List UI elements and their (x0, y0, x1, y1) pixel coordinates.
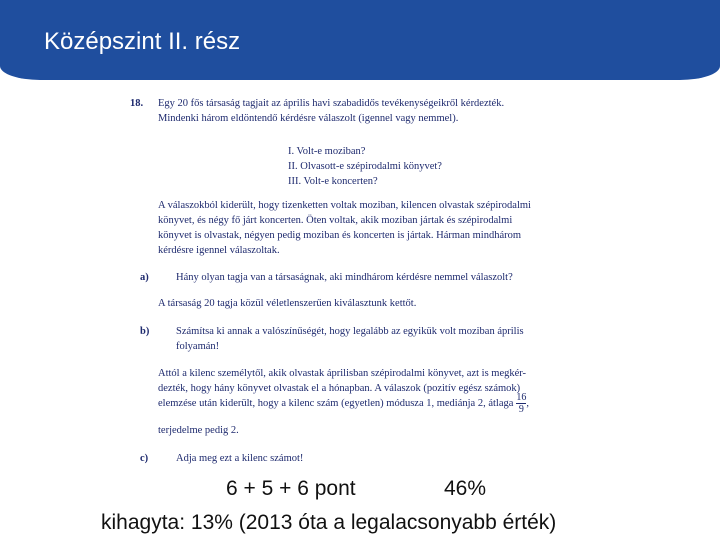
points-line (226, 477, 487, 501)
fraction-numerator: 16 (516, 392, 527, 403)
success-percent: 46% (444, 477, 487, 500)
intro-line-1: Egy 20 fős társaság tagjait az április havi szabadidős tevékenységeikről kérdezték. (158, 98, 505, 109)
part-c-label: c) (140, 453, 149, 464)
title-bar (0, 0, 720, 80)
question-1: I. Volt-e moziban? (288, 146, 366, 157)
para1-line-2: könyvet, és négy fő járt koncerten. Öten voltak, akik moziban jártak és szépirodalmi (158, 215, 513, 226)
question-3: III. Volt-e koncerten? (288, 176, 378, 187)
part-c-text: Adja meg ezt a kilenc számot! (176, 453, 304, 464)
para2-line-3 (158, 392, 586, 415)
para2-line-2: dezték, hogy hány könyvet olvastak el a hónapban. A válaszok (pozitív egész számok) (158, 383, 521, 394)
intro-line-2: Mindenki három eldöntendő kérdésre válaszolt (igennel vagy nemmel). (158, 113, 459, 124)
para2-line-3-text: elemzése után kiderült, hogy a kilenc szám (egyetlen) módusza 1, mediánja 2, átlaga (158, 397, 514, 409)
para2-line-4: terjedelme pedig 2. (158, 425, 239, 436)
slide-title: Középszint II. rész (44, 28, 241, 55)
part-a-text: Hány olyan tagja van a társaságnak, aki mindhárom kérdésre nemmel válaszolt? (176, 272, 513, 283)
part-b-label: b) (140, 326, 150, 337)
para1-line-1: A válaszokból kiderült, hogy tizenketten voltak moziban, kilencen olvastak szépirodalmi (158, 200, 531, 211)
para1-line-3: könyvet is olvastak, négyen pedig moziban és koncerten is jártak. Hárman mindhárom (158, 230, 522, 241)
para1-line-4: kérdésre igennel válaszoltak. (158, 245, 280, 256)
fraction (516, 392, 526, 415)
selection-text: A társaság 20 tagja közül véletlenszerűen kiválasztunk kettőt. (158, 298, 417, 309)
fraction-comma: , (526, 397, 530, 409)
fraction-denominator: 9 (518, 404, 524, 415)
part-b-text-2: folyamán! (176, 341, 220, 352)
para2-line-1: Attól a kilenc személytől, akik olvastak áprilisban szépirodalmi könyvet, azt is megkér- (158, 368, 527, 379)
skip-note: kihagyta: 13% (2013 óta a legalacsonyabb érték) (101, 511, 557, 534)
question-2: II. Olvasott-e szépirodalmi könyvet? (288, 161, 442, 172)
points-text: 6 + 5 + 6 pont (226, 477, 356, 500)
part-b-text-1: Számítsa ki annak a valószínűségét, hogy legalább az egyikük volt moziban április (176, 326, 524, 337)
part-a-label: a) (140, 272, 149, 283)
problem-number: 18. (130, 98, 144, 109)
